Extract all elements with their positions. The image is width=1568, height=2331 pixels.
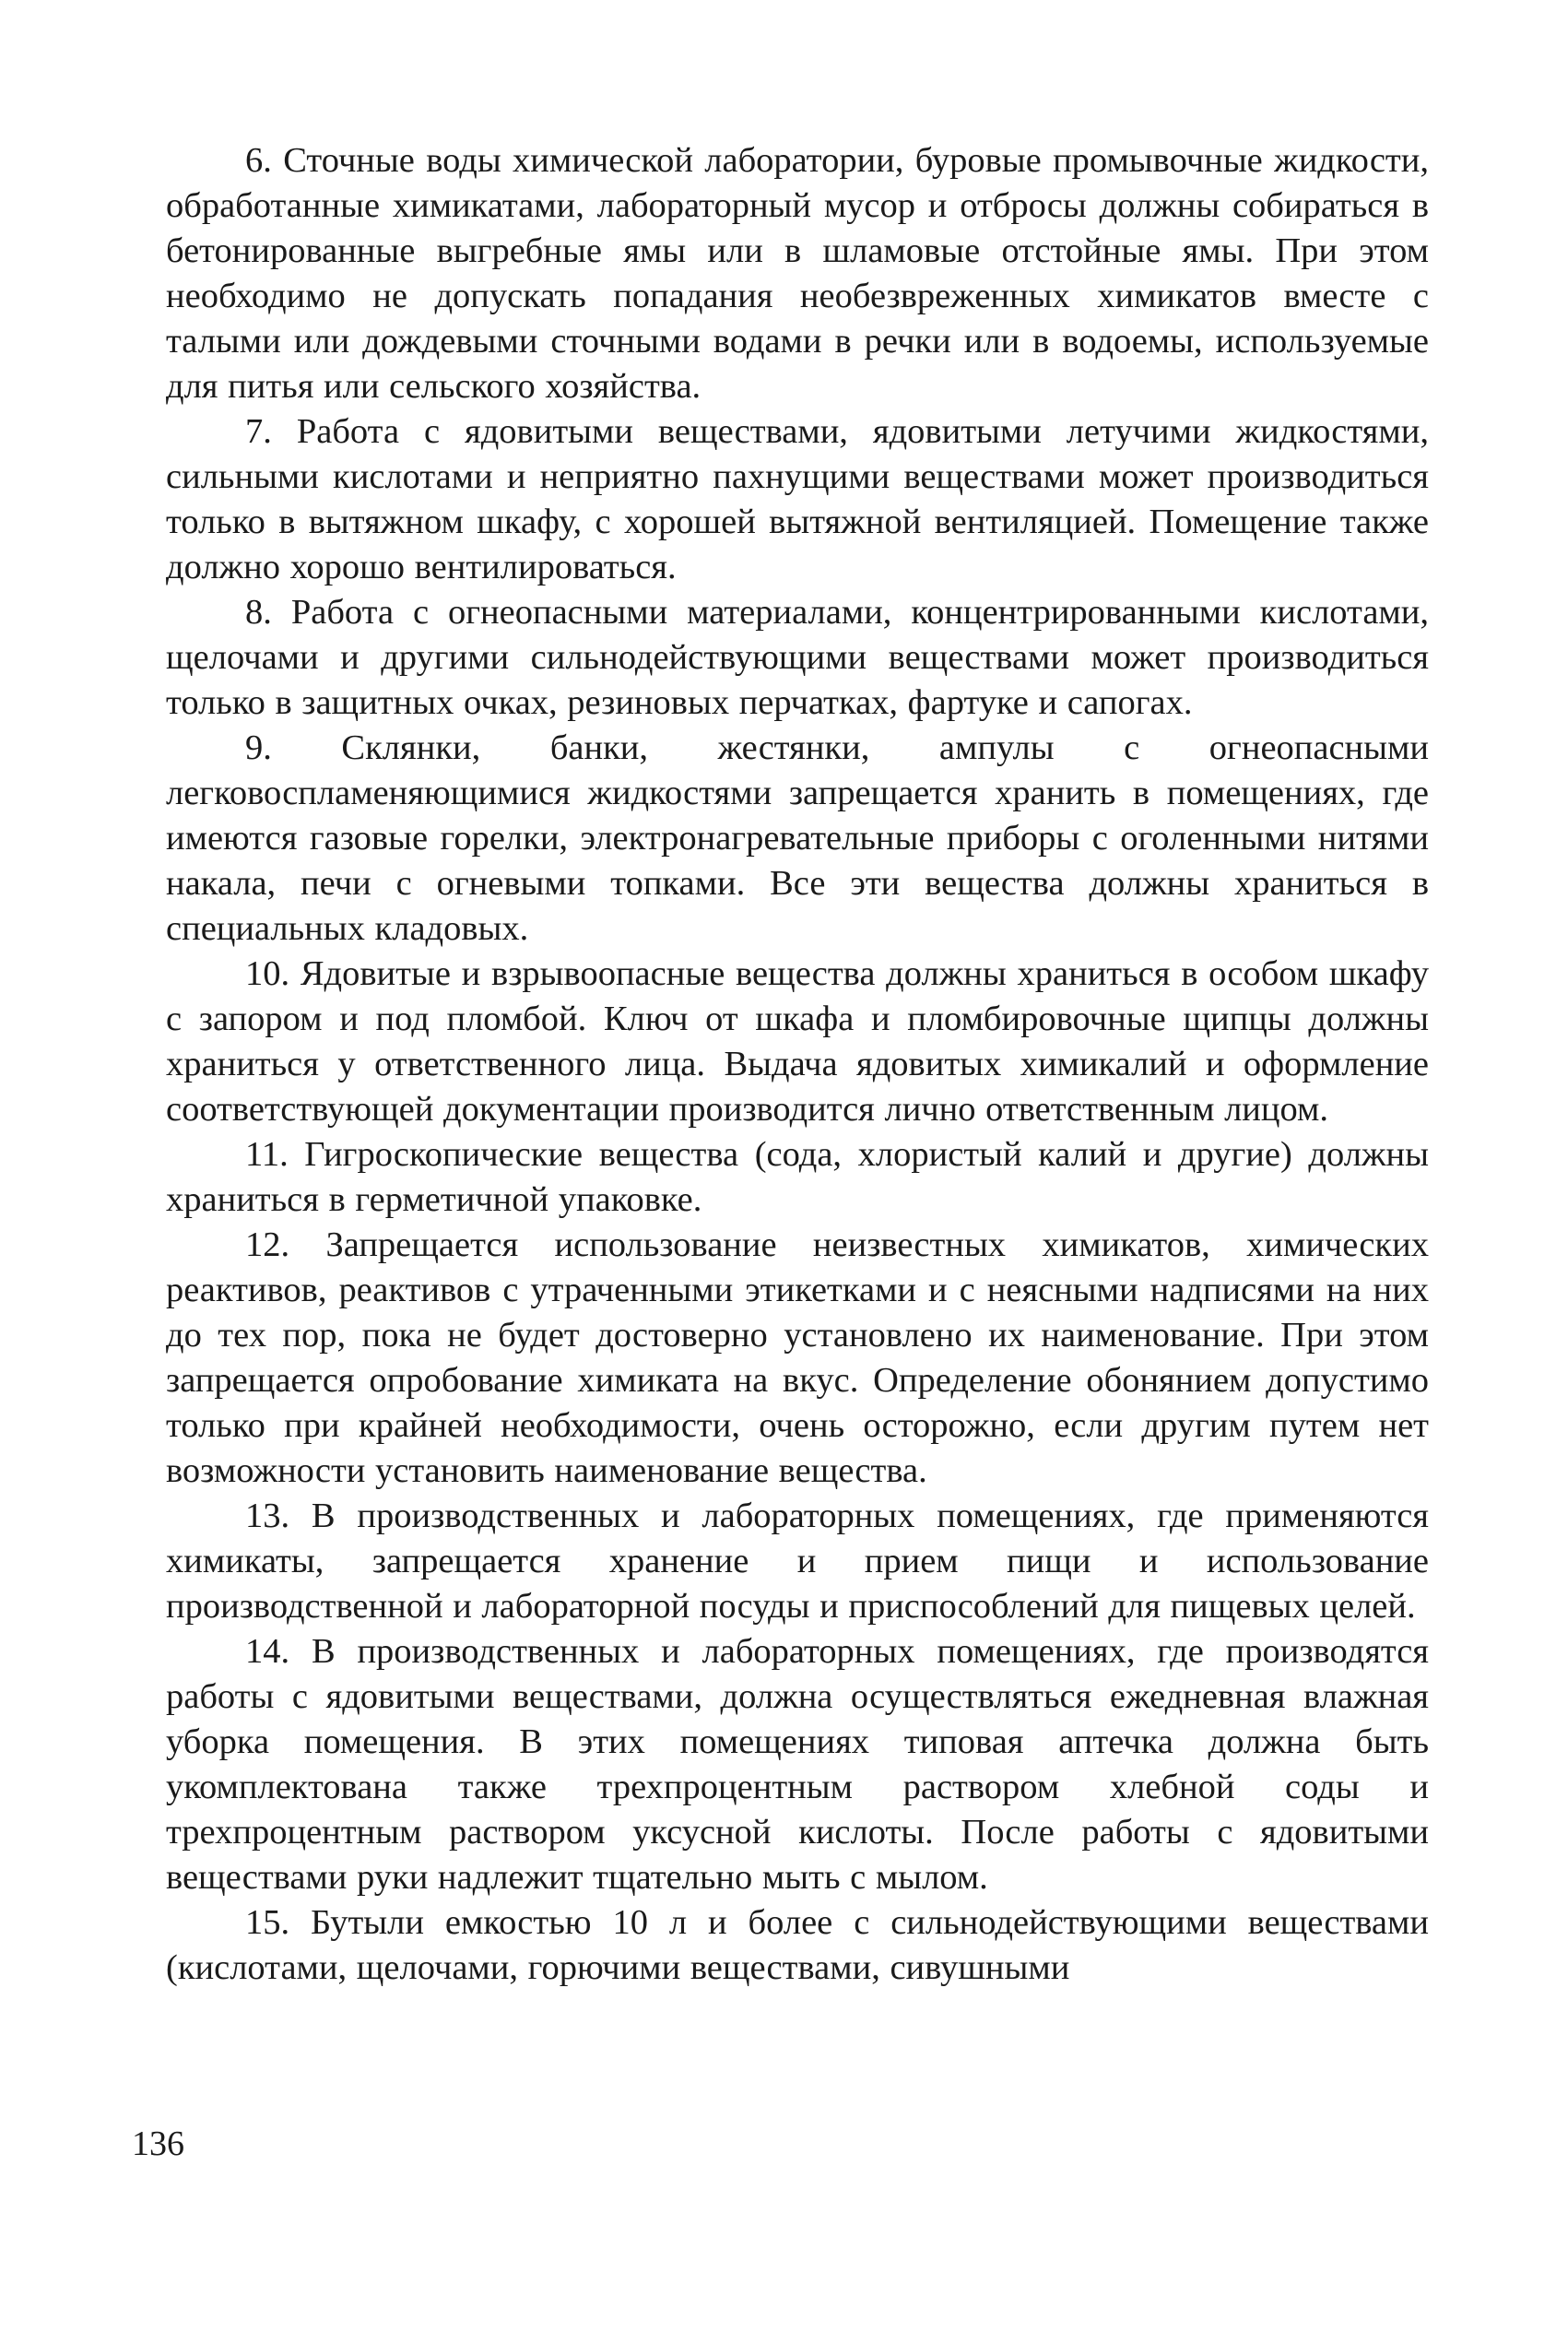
paragraph-15: 15. Бутыли емкостью 10 л и более с сильнодействующими веществами (кислотами, щелочами, горючими веществами, сивушными	[166, 1903, 1429, 1987]
paragraph-6: 6. Сточные воды химической лаборатории, буровые промывочные жидкости, обработанные химикатами, лабораторный мусор и отбросы должны собираться в бетонированные выгребные ямы или в шламовые отстойные ямы. При этом необходимо не допускать попадания необезвреженных химикатов вместе с талыми или дождевыми сточными водами в речки или в водоемы, используемые для питья или сельского хозяйства.	[166, 141, 1429, 406]
paragraph-10: 10. Ядовитые и взрывоопасные вещества должны храниться в особом шкафу с запором и под пломбой. Ключ от шкафа и пломбировочные щипцы должны храниться у ответственного лица. Выдача ядовитых химикалий и оформление соответствующей документации производится лично ответственным лицом.	[166, 954, 1429, 1129]
paragraph-7: 7. Работа с ядовитыми веществами, ядовитыми летучими жидкостями, сильными кислотами и неприятно пахнущими веществами может производиться только в вытяжном шкафу, с хорошей вытяжной вентиляцией. Помещение также должно хорошо вентилироваться.	[166, 412, 1429, 586]
paragraph-13: 13. В производственных и лабораторных помещениях, где применяются химикаты, запрещается хранение и прием пищи и использование производственной и лабораторной посуды и приспособлений для пищевых целей.	[166, 1497, 1429, 1626]
paragraph-9: 9. Склянки, банки, жестянки, ампулы с огнеопасными легковоспламеняющимися жидкостями запрещается хранить в помещениях, где имеются газовые горелки, электронагревательные приборы с оголенными нитями накала, печи с огневыми топками. Все эти вещества должны храниться в специальных кладовых.	[166, 728, 1429, 948]
paragraph-8: 8. Работа с огнеопасными материалами, концентрированными кислотами, щелочами и другими сильнодействующими веществами может производиться только в защитных очках, резиновых перчатках, фартуке и сапогах.	[166, 593, 1429, 722]
paragraph-11: 11. Гигроскопические вещества (сода, хлористый калий и другие) должны храниться в герметичной упаковке.	[166, 1135, 1429, 1219]
paragraph-12: 12. Запрещается использование неизвестных химикатов, химических реактивов, реактивов с утраченными этикетками и с неясными надписями на них до тех пор, пока не будет достоверно установлено их наименование. При этом запрещается опробование химиката на вкус. Определение обонянием допустимо только при крайней необходимости, очень осторожно, если другим путем нет возможности установить наименование вещества.	[166, 1225, 1429, 1490]
page-number: 136	[132, 2124, 184, 2163]
paragraph-14: 14. В производственных и лабораторных помещениях, где производятся работы с ядовитыми веществами, должна осуществляться ежедневная влажная уборка помещения. В этих помещениях типовая аптечка должна быть укомплектована также трехпроцентным раствором хлебной соды и трехпроцентным раствором уксусной кислоты. После работы с ядовитыми веществами руки надлежит тщательно мыть с мылом.	[166, 1632, 1429, 1897]
page-body	[166, 138, 1429, 1991]
